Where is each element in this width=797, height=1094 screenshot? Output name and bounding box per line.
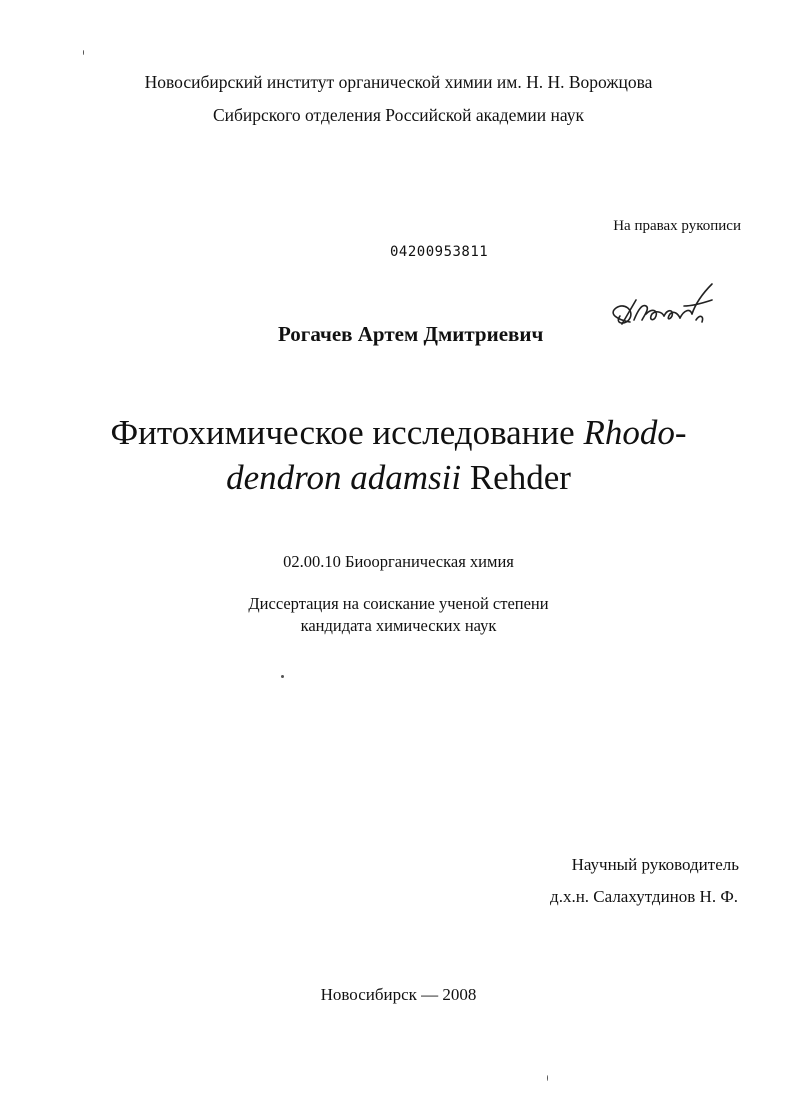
title-authority: Rehder: [461, 458, 571, 497]
institute-name-line1: Новосибирский институт органической химии им. Н. Н. Ворожцова: [144, 72, 653, 92]
institute-name-line2: Сибирского отделения Российской академии наук: [212, 105, 585, 125]
supervisor-label: Научный руководитель: [571, 855, 739, 874]
title-species-b: dendron adamsii: [226, 458, 462, 497]
degree-line1: Диссертация на соискание ученой степени: [248, 594, 549, 613]
scan-speck: [281, 675, 284, 678]
scan-speck: [83, 50, 84, 55]
specialty: 02.00.10 Биоорганическая химия: [283, 552, 514, 571]
supervisor-name: д.х.н. Салахутдинов Н. Ф.: [550, 887, 738, 906]
degree-line2: кандидата химических наук: [300, 616, 497, 635]
title-part1: Фитохимическое исследование: [110, 413, 584, 452]
thesis-title-line1: [0, 413, 797, 453]
scan-speck: [547, 1075, 548, 1081]
archive-number: 04200953811: [390, 244, 489, 260]
author-name: Рогачев Артем Дмитриевич: [278, 322, 544, 346]
rights-note: На правах рукописи: [613, 218, 741, 234]
thesis-title-line2: [0, 458, 797, 498]
signature-icon: [600, 280, 720, 340]
title-species-a: Rhodo-: [583, 413, 687, 452]
city-year: Новосибирск — 2008: [320, 985, 477, 1004]
